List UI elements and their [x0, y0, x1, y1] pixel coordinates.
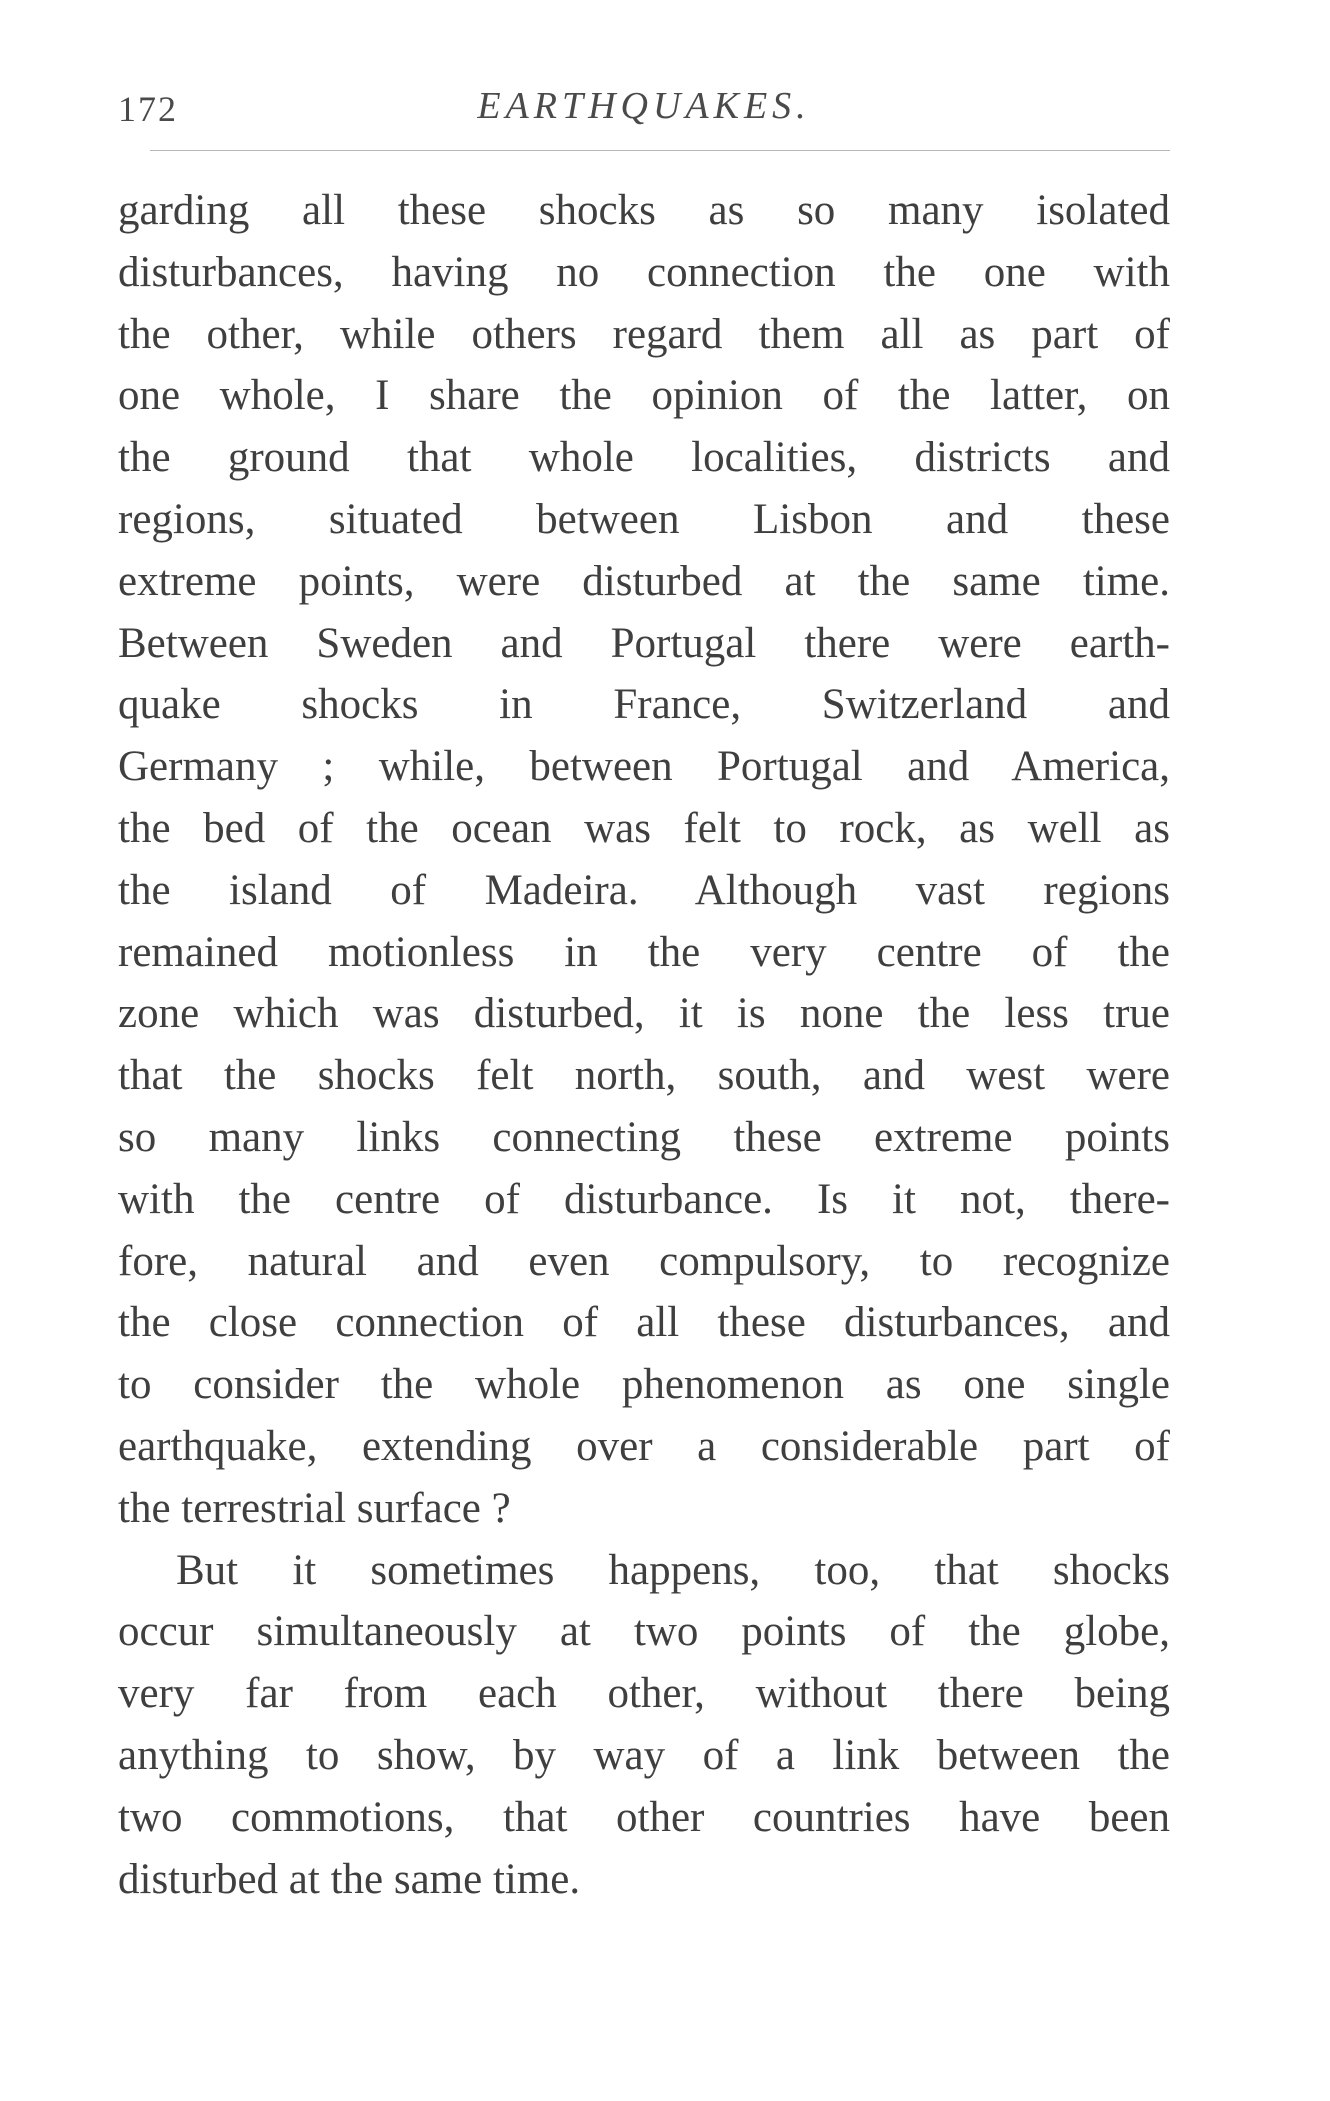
page-number: 172	[118, 89, 178, 129]
text-line: extreme points, were disturbed at the same time.	[118, 557, 1170, 605]
text-line: very far from each other, without there being	[118, 1670, 1170, 1718]
text-line: Between Sweden and Portugal there were earth-	[118, 619, 1170, 667]
text-line: occur simultaneously at two points of the globe,	[118, 1608, 1170, 1656]
text-line: that the shocks felt north, south, and west were	[118, 1052, 1170, 1100]
text-line: disturbed at the same time.	[118, 1855, 581, 1903]
text-line: zone which was disturbed, it is none the less true	[118, 990, 1170, 1038]
text-line: to consider the whole phenomenon as one single	[118, 1361, 1170, 1409]
text-line: regions, situated between Lisbon and these	[118, 495, 1170, 543]
text-line: the terrestrial surface ?	[118, 1484, 511, 1532]
text-line: the island of Madeira. Although vast regions	[118, 866, 1170, 914]
text-line: one whole, I share the opinion of the latter, on	[118, 372, 1170, 420]
text-line: garding all these shocks as so many isolated	[118, 187, 1170, 234]
text-line: quake shocks in France, Switzerland and	[118, 681, 1170, 729]
text-line: two commotions, that other countries have been	[118, 1793, 1170, 1841]
text-line: with the centre of disturbance. Is it not, there-	[118, 1175, 1170, 1223]
text-line: earthquake, extending over a considerable part of	[118, 1422, 1170, 1470]
text-line: But it sometimes happens, too, that shocks	[176, 1546, 1170, 1594]
text-line: the close connection of all these disturbances, and	[118, 1299, 1170, 1347]
running-head	[118, 78, 1170, 138]
header-rule	[150, 150, 1170, 151]
body-text	[118, 180, 1170, 1910]
text-line: fore, natural and even compulsory, to recognize	[118, 1237, 1170, 1285]
running-title: EARTHQUAKES.	[477, 85, 811, 127]
text-line: Germany ; while, between Portugal and America,	[118, 743, 1170, 791]
text-line: disturbances, having no connection the one with	[118, 248, 1170, 296]
text-line: anything to show, by way of a link between the	[118, 1731, 1170, 1779]
text-line: the bed of the ocean was felt to rock, as well as	[118, 804, 1170, 852]
text-line: the other, while others regard them all as part of	[118, 310, 1170, 358]
text-line: the ground that whole localities, districts and	[118, 434, 1170, 482]
text-line: remained motionless in the very centre of the	[118, 928, 1170, 976]
text-line: so many links connecting these extreme points	[118, 1113, 1170, 1161]
